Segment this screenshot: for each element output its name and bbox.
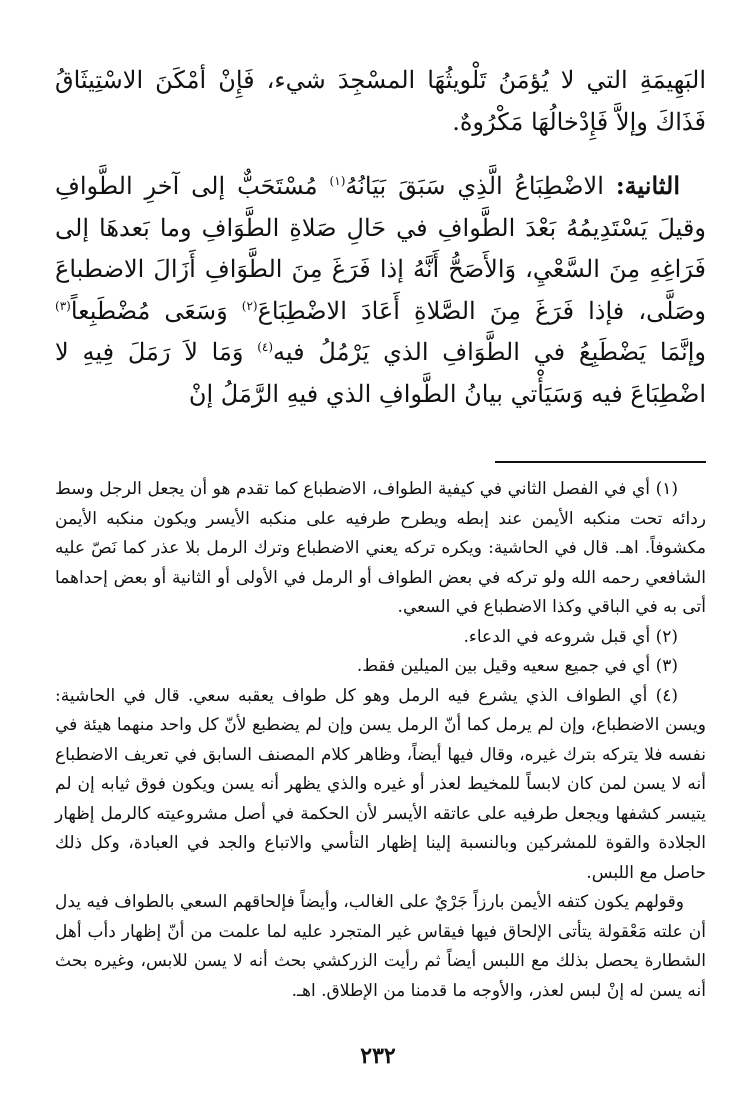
paragraph-2-part-c: وَسَعَى مُضْطَبِعاً: [70, 296, 242, 325]
footnote-3: (٣) أي في جميع سعيه وقيل بين الميلين فقط.: [356, 656, 678, 676]
footnote-2: (٢) أي قبل شروعه في الدعاء.: [463, 626, 678, 647]
paragraph-2-part-e: وَمَا لاَ رَمَلَ فِيهِ لا اضْطِبَاعَ فيه وَسَيَأْتي بيانُ الطَّوافِ الذي فيهِ الرَّمَلُ إنْ: [55, 338, 706, 408]
paragraph-2-part-a: الاضْطِبَاعُ الَّذِي سَبَقَ بَيَانُهُ: [345, 172, 616, 200]
page-number: ٢٣٢: [360, 1043, 396, 1069]
section-lead: الثانية:: [615, 171, 680, 200]
footnote-1: (١) أي في الفصل الثاني في كيفية الطواف، الاضطباع كما تقدم هو أن يجعل الرجل وسط ردائه تحت منكبه الأيمن عند إبطه ويطرح طرفيه على منكبه الأيسر ويكون منكبه الأيمن مكشوفاً. اهـ. قال في الحاشية: ويكره تركه يعني الاضطباع وترك الرمل بلا عذر كما نَصّ عليه الشافعي رحمه الله ولو تركه في بعض الطواف أو الرمل في الأولى أو الثانية أو بعض إحداهما أتى به في الباقي وكذا الاضطباع في السعي.: [55, 479, 706, 617]
footnotes: [55, 475, 706, 1006]
footnote-ref-4[interactable]: (٤): [257, 340, 274, 354]
main-text: [55, 60, 706, 415]
footnote-4: (٤) أي الطواف الذي يشرع فيه الرمل وهو كل طواف يعقبه سعي. قال في الحاشية: ويسن الاضطباع، وإن لم يرمل كما أنّ الرمل يسن وإن لم يضطبع لأنّ كل واحد منهما هيئة في نفسه فلا يتركه بترك غيره، وقال فيها أيضاً، وظاهر كلام المصنف السابق في تعريف الاضطباع أنه لا يسن لمن كان لابساً للمخيط لعذر أو غيره والذي يظهر أنه يسن ويكون فوق ثيابه إن لم يتيسر كشفها ويجعل طرفيه على عاتقه الأيسر لأن الحكمة في أصل مشروعيته كالرمل إظهار الجلادة والقوة للمشركين وبالنسبة إلينا إظهار التأسي والاتباع والجد في العبادة، وكل ذلك حاصل مع اللبس.: [55, 685, 707, 883]
footnote-separator: [495, 461, 706, 463]
footnote-ref-1[interactable]: (١): [329, 174, 346, 188]
paragraph-2-part-b: مُسْتَحَبٌّ إلى آخرِ الطَّوافِ وقيلَ يَسْتَدِيمُهُ بَعْدَ الطَّوافِ في حَالِ صَلاةِ الطَّوَافِ وما بَعدهَا إلى فَرَاغِهِ مِنَ السَّعْيِ، وَالأَصَحُّ أَنَّهُ إذا فَرَغَ مِنَ الطَّوَافِ أَزَالَ الاضطباعَ وصَلَّى، فإذا فَرَغَ مِنَ الصَّلاةِ أَعَادَ الاضْطِبَاعَ: [55, 172, 707, 325]
main-paragraph-1: البَهِيمَةِ التي لا يُؤمَنُ تَلْويثُهَا المسْجِدَ شيء، فَإِنْ أمْكَنَ الاسْتِيثَاقُ فَذَاكَ وإلاَّ فَإِدْخالُهَا مَكْرُوهٌ.: [55, 66, 706, 136]
paragraph-2-part-d: وإنَّمَا يَضْطَبِعُ في الطَّوَافِ الذي يَرْمُلُ فيه: [273, 338, 706, 366]
footnote-4-continuation: وقولهم يكون كتفه الأيمن بارزاً جَرْيٌ على الغالب، وأيضاً فإلحاقهم السعي بالطواف فيه يدل أن علته مَعْقولة يتأتى الإلحاق فيها فيقاس غير المتجرد عليه لما علمت من أنّ إظهار دأب أهل الشطارة يحصل بذلك مع اللبس أيضاً ثم رأيت الزركشي بحث أنه لا يسن للابس، وغيره بحث أنه يسن له إنْ لبس لعذر، والأوجه ما قدمنا من الإطلاق. اهـ.: [55, 892, 706, 1001]
main-paragraph-2: [55, 165, 706, 415]
footnote-ref-2[interactable]: (٢): [241, 298, 258, 313]
footnote-ref-3[interactable]: (٣): [55, 298, 71, 313]
